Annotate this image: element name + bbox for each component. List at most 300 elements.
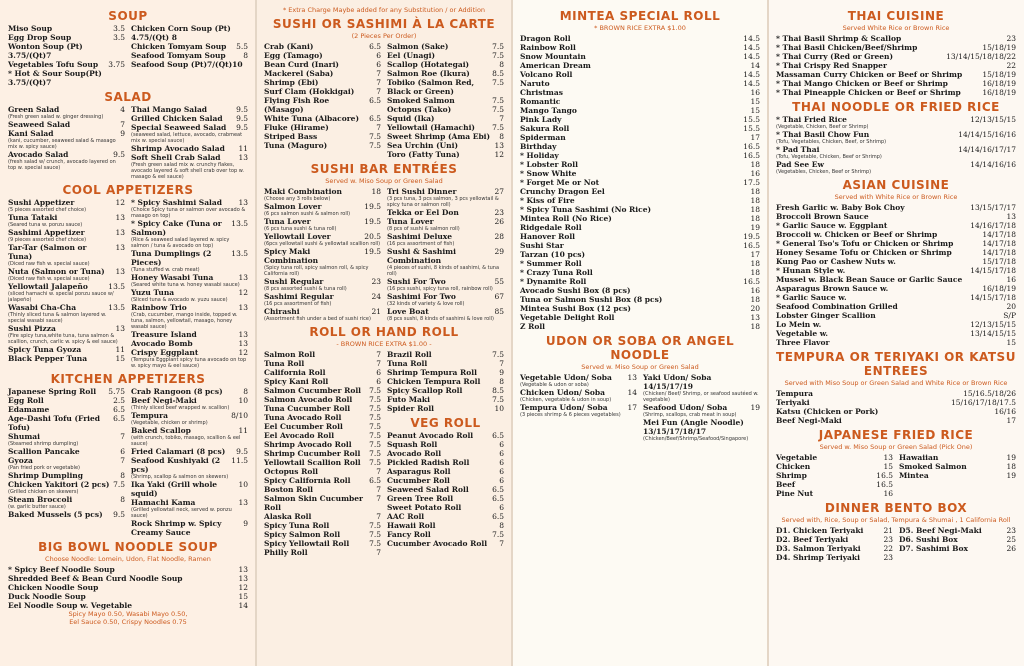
menu-item: Z Roll 18 — [520, 322, 760, 331]
menu-item: * Dynamite Roll 16.5 — [520, 277, 760, 286]
menu-item: * Spicy Cake (Tuna or Salmon) 13.5 — [131, 219, 248, 237]
asian-title: ASIAN CUISINE — [842, 178, 950, 192]
sushi-right — [387, 42, 504, 159]
bar-right — [387, 187, 504, 322]
menu-item: Tuna Roll 7 — [387, 359, 504, 368]
menu-item: Tobiko (Salmon Red, Black or Green) 7.5 — [387, 78, 504, 96]
menu-item: Sushi Regular 23 — [264, 277, 381, 286]
soup-right — [131, 24, 248, 87]
item-desc: (seaweed salad, lettuce, avocado, crabmeat mix w. special sauce) — [131, 132, 243, 144]
item-desc: (8 pcs of sushi & salmon roll) — [387, 226, 460, 232]
menu-item: Smoked Salmon 18 — [899, 462, 1016, 471]
bar-sub: Served w. Miso Soup or Green Salad — [325, 177, 443, 185]
menu-item: Shrimp Avocado Roll 7.5 — [264, 440, 381, 449]
menu-item: Crunchy Dragon Eel 18 — [520, 187, 760, 196]
menu-item: Yuzu Tuna 12 — [131, 288, 248, 297]
item-desc: (Fire spicy tuna,white tuna, tuna salmon & scallion, crunch, carlic w. spicy & eel sauce) — [8, 333, 118, 345]
menu-item: Chirashi 21 — [264, 307, 381, 316]
menu-item: Chicken Tempura Roll 8 — [387, 377, 504, 386]
menu-item: * Lobster Roll 18 — [520, 160, 760, 169]
menu-item: Sushi Star 16.5 — [520, 241, 760, 250]
menu-item: Mintea Sushi Box (12 pcs) 20 — [520, 304, 760, 313]
menu-item: Yellowtail (Hamachi) 7.5 — [387, 123, 504, 132]
menu-item: Tempura 15/16.5/18/26 — [776, 389, 1016, 398]
menu-item: Boston Roll 7 — [264, 485, 381, 494]
item-desc: (Thinly sliced beef wrapped w. scallion) — [131, 405, 230, 411]
menu-item: Mango Tango 15 — [520, 106, 760, 115]
fried-rice-title: JAPANESE FRIED RICE — [818, 428, 974, 442]
menu-item: Three Flavor 15 — [776, 338, 1016, 347]
fried-rice-left — [776, 453, 893, 498]
item-desc: (Spicy tuna roll, spicy salmon roll, & spicy California roll) — [264, 265, 369, 277]
menu-item: Vegetable Delight Roll 13 — [520, 313, 760, 322]
menu-item: Cucumber Avocado Roll 7 — [387, 539, 504, 548]
item-desc: (Diced raw fish w. special sauce) — [8, 261, 90, 267]
menu-item: * Thai Basil Chicken/Beef/Shrimp 15/18/19 — [776, 43, 1016, 52]
item-desc: (Crab, cucumber, mango inside, topped w. tuna, salmon, yellowtail, masago, honey wasabi sauce) — [131, 312, 238, 330]
menu-item: Edamame 6.5 — [8, 405, 125, 414]
noodle-title: BIG BOWL NOODLE SOUP — [38, 540, 218, 554]
noodle-extras-2: Eel Sauce 0.50, Crispy Noodles 0.75 — [69, 618, 187, 626]
menu-item: Spicy Maki Combination 19.5 — [264, 247, 381, 265]
item-desc: (Sliced tuna & avocado w. yuzu sauce) — [131, 297, 228, 303]
menu-item: Spicy California Roll 6.5 — [264, 476, 381, 485]
menu-item: Baked Mussels (5 pcs) 9.5 — [8, 510, 125, 519]
menu-item: Seaweed Salad 7 — [8, 120, 125, 129]
menu-item: Grilled Chicken Salad 9.5 — [131, 114, 248, 123]
udon-title: UDON OR SOBA OR ANGEL NOODLE — [545, 334, 735, 362]
menu-item: Tuna Lover 19.5 — [264, 217, 381, 226]
menu-item: Scallion Pancake 6 — [8, 447, 125, 456]
hand-grid — [264, 350, 504, 557]
sushi-sub: (2 Pieces Per Order) — [351, 32, 417, 40]
menu-item: Wasabi Cha-Cha 13.5 — [8, 303, 125, 312]
menu-item: D2. Beef Teriyaki 23 — [776, 535, 893, 544]
fried-rice-grid — [776, 453, 1016, 498]
menu-item: Chicken Noodle Soup 12 — [8, 583, 248, 592]
menu-item: Salmon Roe (Ikura) 8.5 — [387, 69, 504, 78]
item-desc: (w. garlic butter sauce) — [8, 504, 66, 510]
item-desc: (Chicken, vegetable & udon in soup) — [520, 397, 612, 403]
hand-right — [387, 350, 504, 413]
menu-item: Cucumber Roll 6 — [387, 476, 504, 485]
menu-item: Egg (Tamago) 6 — [264, 51, 381, 60]
thai-items — [776, 34, 1016, 97]
item-desc: (Vegetables, Chicken, Beef or Shrimp) — [776, 169, 872, 175]
menu-item: Spicy Tuna Gyoza 11 — [8, 345, 125, 354]
noodle-extras-1: Spicy Mayo 0.50, Wasabi Mayo 0.50, — [68, 610, 188, 618]
menu-item: * Thai Mango Chicken or Beef or Shrimp 16/18/19 — [776, 79, 1016, 88]
bento-right — [899, 526, 1016, 562]
menu-item: Tri Sushi Dinner 27 — [387, 187, 504, 196]
menu-item: Avocado Salad 9.5 — [8, 150, 125, 159]
menu-item: Thai Mango Salad 9.5 — [131, 105, 248, 114]
hand-right-col — [387, 350, 504, 557]
menu-item: Futo Maki 7.5 — [387, 395, 504, 404]
menu-item: Naruto 14.5 — [520, 79, 760, 88]
menu-item: Vegetable Udon/ Soba 13 — [520, 373, 637, 382]
menu-item: Seafood Combination Grilled 20 — [776, 302, 1016, 311]
udon-grid — [520, 373, 760, 442]
menu-item: * Thai Curry (Red or Green) 13/14/15/18/18/22 — [776, 52, 1016, 61]
menu-item: Yellowtail Lover 20.5 — [264, 232, 381, 241]
menu-item: D7. Sashimi Box 26 — [899, 544, 1016, 553]
menu-item: Chicken Udon/ Soba 14 — [520, 388, 637, 397]
menu-item: * Pad Thai 14/14/16/17/17 — [776, 145, 1016, 154]
item-desc: (3 pcs tuna, 3 pcs salmon, 3 pcs yellowtail & spicy tuna or salmon roll) — [387, 196, 499, 208]
menu-item: Vegetable 13 — [776, 453, 893, 462]
menu-item: Duck Noodle Soup 15 — [8, 592, 248, 601]
menu-item: Mintea Roll (No Rice) 18 — [520, 214, 760, 223]
menu-item: * Snow White 16 — [520, 169, 760, 178]
item-desc: (Tofu, Vegetables, Chicken, Beef, or Shrimp) — [776, 139, 887, 145]
menu-item: Seafood Udon/ Soba 19 — [643, 403, 760, 412]
item-desc: (fresh salad w/ crunch, avocado layered on top w. special sauce) — [8, 159, 116, 171]
fold-line — [255, 0, 257, 666]
menu-item: Seafood Soup (Pt)7/(Qt)10 — [131, 60, 243, 69]
menu-item: Tarzan (10 pcs) 17 — [520, 250, 760, 259]
thai-title: THAI CUISINE — [847, 9, 945, 23]
mintea-items — [520, 34, 760, 331]
menu-item: Tekka or Eel Don 23 — [387, 208, 504, 217]
veg-title: VEG ROLL — [410, 416, 481, 430]
menu-item: Mussel w. Black Bean Sauce or Garlic Sauce 16 — [776, 275, 1016, 284]
menu-item: Green Salad 4 — [8, 105, 125, 114]
mintea-sub: * BROWN RICE EXTRA $1.00 — [594, 24, 686, 32]
item-desc: (6 pcs salmon sushi & salmon roll) — [264, 211, 351, 217]
menu-item: Tempura 8/10 — [131, 411, 248, 420]
item-desc: (Shrimp, scallops, crab meat in soup) — [643, 412, 737, 418]
item-desc: (4 pieces of sushi, 8 kinds of sashimi, & tuna roll) — [387, 265, 500, 277]
sushi-left — [264, 42, 381, 159]
menu-item: Yaki Udon/ Soba 14/15/17/19 — [643, 373, 712, 391]
menu-item: Dragon Roll 14.5 — [520, 34, 760, 43]
kitchen-right — [131, 387, 248, 537]
menu-item: * Thai Fried Rice 12/13/15/15 — [776, 115, 1016, 124]
menu-item: Volcano Roll 14.5 — [520, 70, 760, 79]
menu-item: Salmon Avocado Roll 7.5 — [264, 395, 381, 404]
menu-item: Squid (Ika) 7 — [387, 114, 504, 123]
menu-item: * Holiday 16.5 — [520, 151, 760, 160]
menu-item: California Roll 6 — [264, 368, 381, 377]
salad-title: SALAD — [104, 90, 152, 104]
menu-item: Kung Pao or Cashew Nuts w. 15/17/18 — [776, 257, 1016, 266]
menu-item: * Garlic Sauce w. Eggplant 14/16/17/18 — [776, 221, 1016, 230]
item-desc: (Grilled chicken on skewers) — [8, 489, 79, 495]
menu-item: Sweet Potato Roll 6 — [387, 503, 504, 512]
bento-sub: Served with, Rice, Soup or Salad, Tempura & Shumai , 1 California Roll — [781, 516, 1011, 524]
thai-noodle-title: THAI NOODLE OR FRIED RICE — [792, 100, 1000, 114]
menu-item: Black Pepper Tuna 15 — [8, 354, 125, 363]
item-desc: (Choose any 3 rolls below) — [264, 196, 331, 202]
item-desc: (5 pieces assorted chef choice) — [8, 207, 87, 213]
panel-4 — [768, 0, 1024, 666]
menu-item: Chicken Tomyam Soup 5.5 — [131, 42, 248, 51]
menu-item: Shrimp Cucumber Roll 7.5 — [264, 449, 381, 458]
thai-sub: Served White Rice or Brown Rice — [842, 24, 950, 32]
menu-item: Green Tree Roll 6.5 — [387, 494, 504, 503]
menu-item: Tuna Lover 26 — [387, 217, 504, 226]
item-desc: (3 pieces shrimp & 6 pieces vegetables) — [520, 412, 621, 418]
bento-grid — [776, 526, 1016, 562]
menu-item: * Kiss of Fire 18 — [520, 196, 760, 205]
menu-item: Philly Roll 7 — [264, 548, 381, 557]
menu-item: Shredded Beef & Bean Curd Noodle Soup 13 — [8, 574, 248, 583]
menu-item: D5. Beef Negi-Maki 23 — [899, 526, 1016, 535]
menu-item: Sushi Appetizer 12 — [8, 198, 125, 207]
bar-grid — [264, 187, 504, 322]
item-desc: (Pan fried pork or vegetable) — [8, 465, 80, 471]
cool-title: COOL APPETIZERS — [62, 183, 194, 197]
menu-item: * Garlic Sauce w. 14/15/17/18 — [776, 293, 1016, 302]
menu-item: Gyoza 7 — [8, 456, 125, 465]
menu-item: Beef 16.5 — [776, 480, 893, 489]
item-desc: (6 pcs tuna sushi & tuna roll) — [264, 226, 337, 232]
menu-item: * Hunan Style w. 14/15/17/18 — [776, 266, 1016, 275]
menu-item: Chicken Corn Soup (Pt) 4.75/(Qt) 8 — [131, 24, 231, 42]
menu-item: Age-Dashi Tofu (Fried Tofu) 6.5 — [8, 414, 125, 432]
bento-left — [776, 526, 893, 562]
menu-item: Salmon (Sake) 7.5 — [387, 42, 504, 51]
noodle-sub: Choose Noodle: Lomein, Udon, Flat Noodle, Ramen — [45, 555, 211, 563]
menu-item: Special Seaweed Salad 9.5 — [131, 123, 248, 132]
item-desc: (Tempura Eggplant spicy tuna avocado on top w. spicy mayo & eel sauce) — [131, 357, 247, 369]
menu-item: Fancy Roll 7.5 — [387, 530, 504, 539]
menu-item: Fried Calamari (8 pcs) 9.5 — [131, 447, 248, 456]
menu-item: Beef Negi-Maki 10 — [131, 396, 248, 405]
menu-item: Beef Negi-Maki 17 — [776, 416, 1016, 425]
kitchen-grid — [8, 387, 248, 537]
menu-item: Soft Shell Crab Salad 13 — [131, 153, 248, 162]
menu-item: Treasure Island 13 — [131, 330, 248, 339]
hand-sub: - BROWN RICE EXTRA $1.00 - — [336, 340, 432, 348]
menu-item: Broccoli Brown Sauce 13 — [776, 212, 1016, 221]
menu-item: Spider Roll 10 — [387, 404, 504, 413]
menu-item: Maki Combination 18 — [264, 187, 381, 196]
fried-rice-right — [899, 453, 1016, 498]
asian-sub: Served with White Rice or Brown Rice — [834, 193, 958, 201]
menu-item: Lobster Ginger Scallion S/P — [776, 311, 1016, 320]
menu-item: Sakura Roll 15.5 — [520, 124, 760, 133]
menu-item: Love Boat 85 — [387, 307, 504, 316]
item-desc: (Vegetable, Chicken, Beef or Shrimp) — [776, 124, 869, 130]
bento-title: DINNER BENTO BOX — [824, 501, 968, 515]
menu-item: Hamachi Kama 13 — [131, 498, 248, 507]
menu-item: Vegetable w. 13/14/15/15 — [776, 329, 1016, 338]
item-desc: (Steamed shrimp dumpling) — [8, 441, 79, 447]
item-desc: (Assortment fish under a bed of sushi rice) — [264, 316, 371, 322]
item-desc: (Shrimp, scallop & salmon on skewers) — [131, 474, 229, 480]
menu-item: Mackerel (Saba) 7 — [264, 69, 381, 78]
menu-item: Avocado Bomb 13 — [131, 339, 248, 348]
tempura-sub: Served with Miso Soup or Green Salad and White Rice or Brown Rice — [784, 379, 1008, 387]
item-desc: (Vegetable, chicken or shrimp) — [131, 420, 208, 426]
menu-item: Crab (Kani) 6.5 — [264, 42, 381, 51]
item-desc: (9 pieces assorted chef choice) — [8, 237, 87, 243]
menu-item: Lo Mein w. 12/13/15/15 — [776, 320, 1016, 329]
menu-item: Hawaii Roll 8 — [387, 521, 504, 530]
panel-2 — [256, 0, 512, 666]
menu-item: Chicken Yakitori (2 pcs) 7.5 — [8, 480, 125, 489]
menu-item: Tuna Roll 7 — [264, 359, 381, 368]
udon-right — [643, 373, 760, 442]
menu-item: Sashimi Deluxe 28 — [387, 232, 504, 241]
menu-item: Salmon Cucumber Roll 7.5 — [264, 386, 381, 395]
menu-item: Sushi For Two 55 — [387, 277, 504, 286]
menu-item: Sashimi Appetizer 13 — [8, 228, 125, 237]
item-desc: (kani, cucumber, seaweed salad & masago mix w. spicy sauce) — [8, 138, 116, 150]
menu-item: Shrimp 16.5 — [776, 471, 893, 480]
menu-item: Tuna (Maguro) 7.5 — [264, 141, 381, 150]
menu-item: Shrimp (Ebi) 7 — [264, 78, 381, 87]
salad-right — [131, 105, 248, 180]
noodle-items — [8, 565, 248, 610]
item-desc: (Rice & seaweed salad layered w. spicy salmon / tuna & avocado on top) — [131, 237, 230, 249]
menu-item: Tuna Avocado Roll 7.5 — [264, 413, 381, 422]
menu-item: Romantic 15 — [520, 97, 760, 106]
kitchen-title: KITCHEN APPETIZERS — [50, 372, 206, 386]
item-desc: (Seared tuna w. ponzu sauce) — [8, 222, 83, 228]
menu-item: Fluke (Hirame) 7 — [264, 123, 381, 132]
menu-item: Rainbow Roll 14.5 — [520, 43, 760, 52]
menu-item: AAC Roll 6.5 — [387, 512, 504, 521]
menu-item: * Spicy Beef Noodle Soup 13 — [8, 565, 248, 574]
menu-item: * Thai Basil Shrimp & Scallop 23 — [776, 34, 1016, 43]
item-desc: (Fresh green salad mix w. crunchy flakes, avocado layered & soft shell crab over top w. masago & eel sauce) — [131, 162, 244, 180]
menu-item: White Tuna (Albacore) 6.5 — [264, 114, 381, 123]
menu-item: Crab Rangoon (8 pcs) 8 — [131, 387, 248, 396]
menu-item: Striped Bass 7.5 — [264, 132, 381, 141]
menu-item: Honey Sesame Tofu or Chicken or Shrimp 14/17/18 — [776, 248, 1016, 257]
menu-item: Hanover Roll 19.5 — [520, 232, 760, 241]
menu-item: Avocado Sushi Box (8 pcs) 16 — [520, 286, 760, 295]
menu-item: Shrimp Dumpling 8 — [8, 471, 125, 480]
soup-left — [8, 24, 125, 87]
menu-item: Pink Lady 15.5 — [520, 115, 760, 124]
item-desc: (Tofu, Vegetable, Chicken, Beef or Shrimp) — [776, 154, 882, 160]
menu-item: Tuna or Salmon Sushi Box (8 pcs) 18 — [520, 295, 760, 304]
menu-item: Sashimi For Two 67 — [387, 292, 504, 301]
menu-item: D1. Chicken Teriyaki 21 — [776, 526, 893, 535]
menu-item: Kani Salad 9 — [8, 129, 125, 138]
item-desc: (8 pcs assorted sushi & tuna roll) — [264, 286, 347, 292]
menu-item: Salmon Roll 7 — [264, 350, 381, 359]
panel-1 — [0, 0, 256, 666]
bar-title: SUSHI BAR ENTRÉES — [310, 162, 458, 176]
item-desc: (sliced hamachi w. special ponzu sauce w/ jalapeño) — [8, 291, 114, 303]
menu-item: Scallop (Hotategai) 8 — [387, 60, 504, 69]
item-desc: (Chicken/Beef/Shrimp/Seafood/Singapore) — [643, 436, 749, 442]
menu-item: Yellowtail Scallion Roll 7.5 — [264, 458, 381, 467]
hand-left — [264, 350, 381, 557]
menu-item: * Spicy Sashimi Salad 13 — [131, 198, 248, 207]
veg-items — [387, 431, 504, 548]
menu-item: Octopus Roll 7 — [264, 467, 381, 476]
menu-item: Seafood Tomyam Soup 8 — [131, 51, 248, 60]
menu-item: * Crazy Tuna Roll 18 — [520, 268, 760, 277]
menu-item: Smoked Salmon 7.5 — [387, 96, 504, 105]
menu-item: Eel Cucumber Roll 7.5 — [264, 422, 381, 431]
udon-sub: Served w. Miso Soup or Green Salad — [581, 363, 699, 371]
mintea-title: MINTEA SPECIAL ROLL — [559, 9, 721, 23]
menu-item: Eel Avocado Roll 7.5 — [264, 431, 381, 440]
menu-item: Eel Noodle Soup w. Vegetable 14 — [8, 601, 248, 610]
menu-item: Spicy Scallop Roll 8.5 — [387, 386, 504, 395]
salad-grid — [8, 105, 248, 180]
menu-item: Ika Yaki (Grill whole squid) 10 — [131, 480, 248, 498]
menu-item: D4. Shrimp Teriyaki 23 — [776, 553, 893, 562]
item-desc: (Vegetable & udon or soba) — [520, 382, 589, 388]
menu-item: Rainbow Trio 13 — [131, 303, 248, 312]
item-desc: (Diced raw fish w. special sauce) — [8, 276, 90, 282]
menu-item: Shrimp Tempura Roll 9 — [387, 368, 504, 377]
menu-item: Eel (Unagi) 7.5 — [387, 51, 504, 60]
menu-item: * Thai Pineapple Chicken or Beef or Shrimp 16/18/19 — [776, 88, 1016, 97]
menu-item: Rock Shrimp w. Spicy Creamy Sauce 9 — [131, 519, 248, 537]
menu-item: Spicy Yellowtail Roll 7.5 — [264, 539, 381, 548]
menu-item: Chicken 15 — [776, 462, 893, 471]
hand-title: ROLL OR HAND ROLL — [309, 325, 459, 339]
menu-item: Miso Soup 3.5 — [8, 24, 125, 33]
menu-item: * Spicy Tuna Sashimi (No Rice) 18 — [520, 205, 760, 214]
bar-left — [264, 187, 381, 322]
item-desc: (Grilled yellowtail neck, served w. ponzu sauce) — [131, 507, 232, 519]
menu-item: Sushi & Sashimi Combination 29 — [387, 247, 504, 265]
menu-item: Flying Fish Roe (Masago) 6.5 — [264, 96, 381, 114]
menu-item: Katsu (Chicken or Pork) 16/16 — [776, 407, 1016, 416]
menu-item: * General Tso's Tofu or Chicken or Shrimp 14/17/18 — [776, 239, 1016, 248]
menu-item: Pad See Ew 14/14/16/16 — [776, 160, 1016, 169]
menu-item: * Thai Crispy Red Snapper 22 — [776, 61, 1016, 70]
menu-item: Shumai 7 — [8, 432, 125, 441]
menu-item: Sweet Shrimp (Ama Ebi) 8 — [387, 132, 504, 141]
sushi-title: SUSHI OR SASHIMI À LA CARTE — [272, 17, 496, 31]
panel-3 — [512, 0, 768, 666]
item-desc: (8 pcs sushi, 8 kinds of sashimi & love roll) — [387, 316, 494, 322]
menu-item: Tuna Cucumber Roll 7.5 — [264, 404, 381, 413]
menu-item: Tempura Udon/ Soba 17 — [520, 403, 637, 412]
menu-item: Pine Nut 16 — [776, 489, 893, 498]
menu-item: Asparagus Brown Sauce w. 16/18/19 — [776, 284, 1016, 293]
fried-rice-sub: Served w. Miso Soup or Green Salad (Pick One) — [819, 443, 973, 451]
menu-item: Wonton Soup (Pt) 3.75/(Qt)7 — [8, 42, 83, 60]
item-desc: (16 pcs assortment of fish) — [264, 301, 332, 307]
item-desc: (with crunch, tobiko, masago, scallion & eel sauce) — [131, 435, 241, 447]
item-desc: (16 pcs assortment of fish) — [387, 241, 455, 247]
menu-item: Brazil Roll 7.5 — [387, 350, 504, 359]
menu-item: Shrimp Avocado Salad 11 — [131, 144, 248, 153]
menu-item: Spicy Kani Roll 6 — [264, 377, 381, 386]
menu-item: Asparagus Roll 6 — [387, 467, 504, 476]
menu-item: Seaweed Salad Roll 6.5 — [387, 485, 504, 494]
sushi-grid — [264, 42, 504, 159]
thai-noodle-items — [776, 115, 1016, 175]
menu-item: D6. Sushi Box 25 — [899, 535, 1016, 544]
menu-item: Salmon Skin Cucumber Roll 7 — [264, 494, 381, 512]
menu-item: Crispy Eggplant 12 — [131, 348, 248, 357]
extra-charge-note: * Extra Charge Maybe added for any Substitution / or Addition — [282, 6, 486, 14]
item-desc: (Thinly sliced tuna & salmon layered w. special wasabi sauce) — [8, 312, 107, 324]
menu-item: Christmas 16 — [520, 88, 760, 97]
menu-item: Hawaiian 19 — [899, 453, 1016, 462]
item-desc: (16 pcs sushi, spicy tuna roll, rainbow roll) — [387, 286, 493, 292]
menu-item: Fresh Garlic w. Baby Bok Choy 13/15/17/17 — [776, 203, 1016, 212]
menu-item: * Summer Roll 18 — [520, 259, 760, 268]
item-desc: (Fresh green salad w. ginger dressing) — [8, 114, 104, 120]
menu-item: Tar-Tar (Salmon or Tuna) 13 — [8, 243, 125, 261]
fold-line — [767, 0, 769, 666]
asian-items — [776, 203, 1016, 347]
